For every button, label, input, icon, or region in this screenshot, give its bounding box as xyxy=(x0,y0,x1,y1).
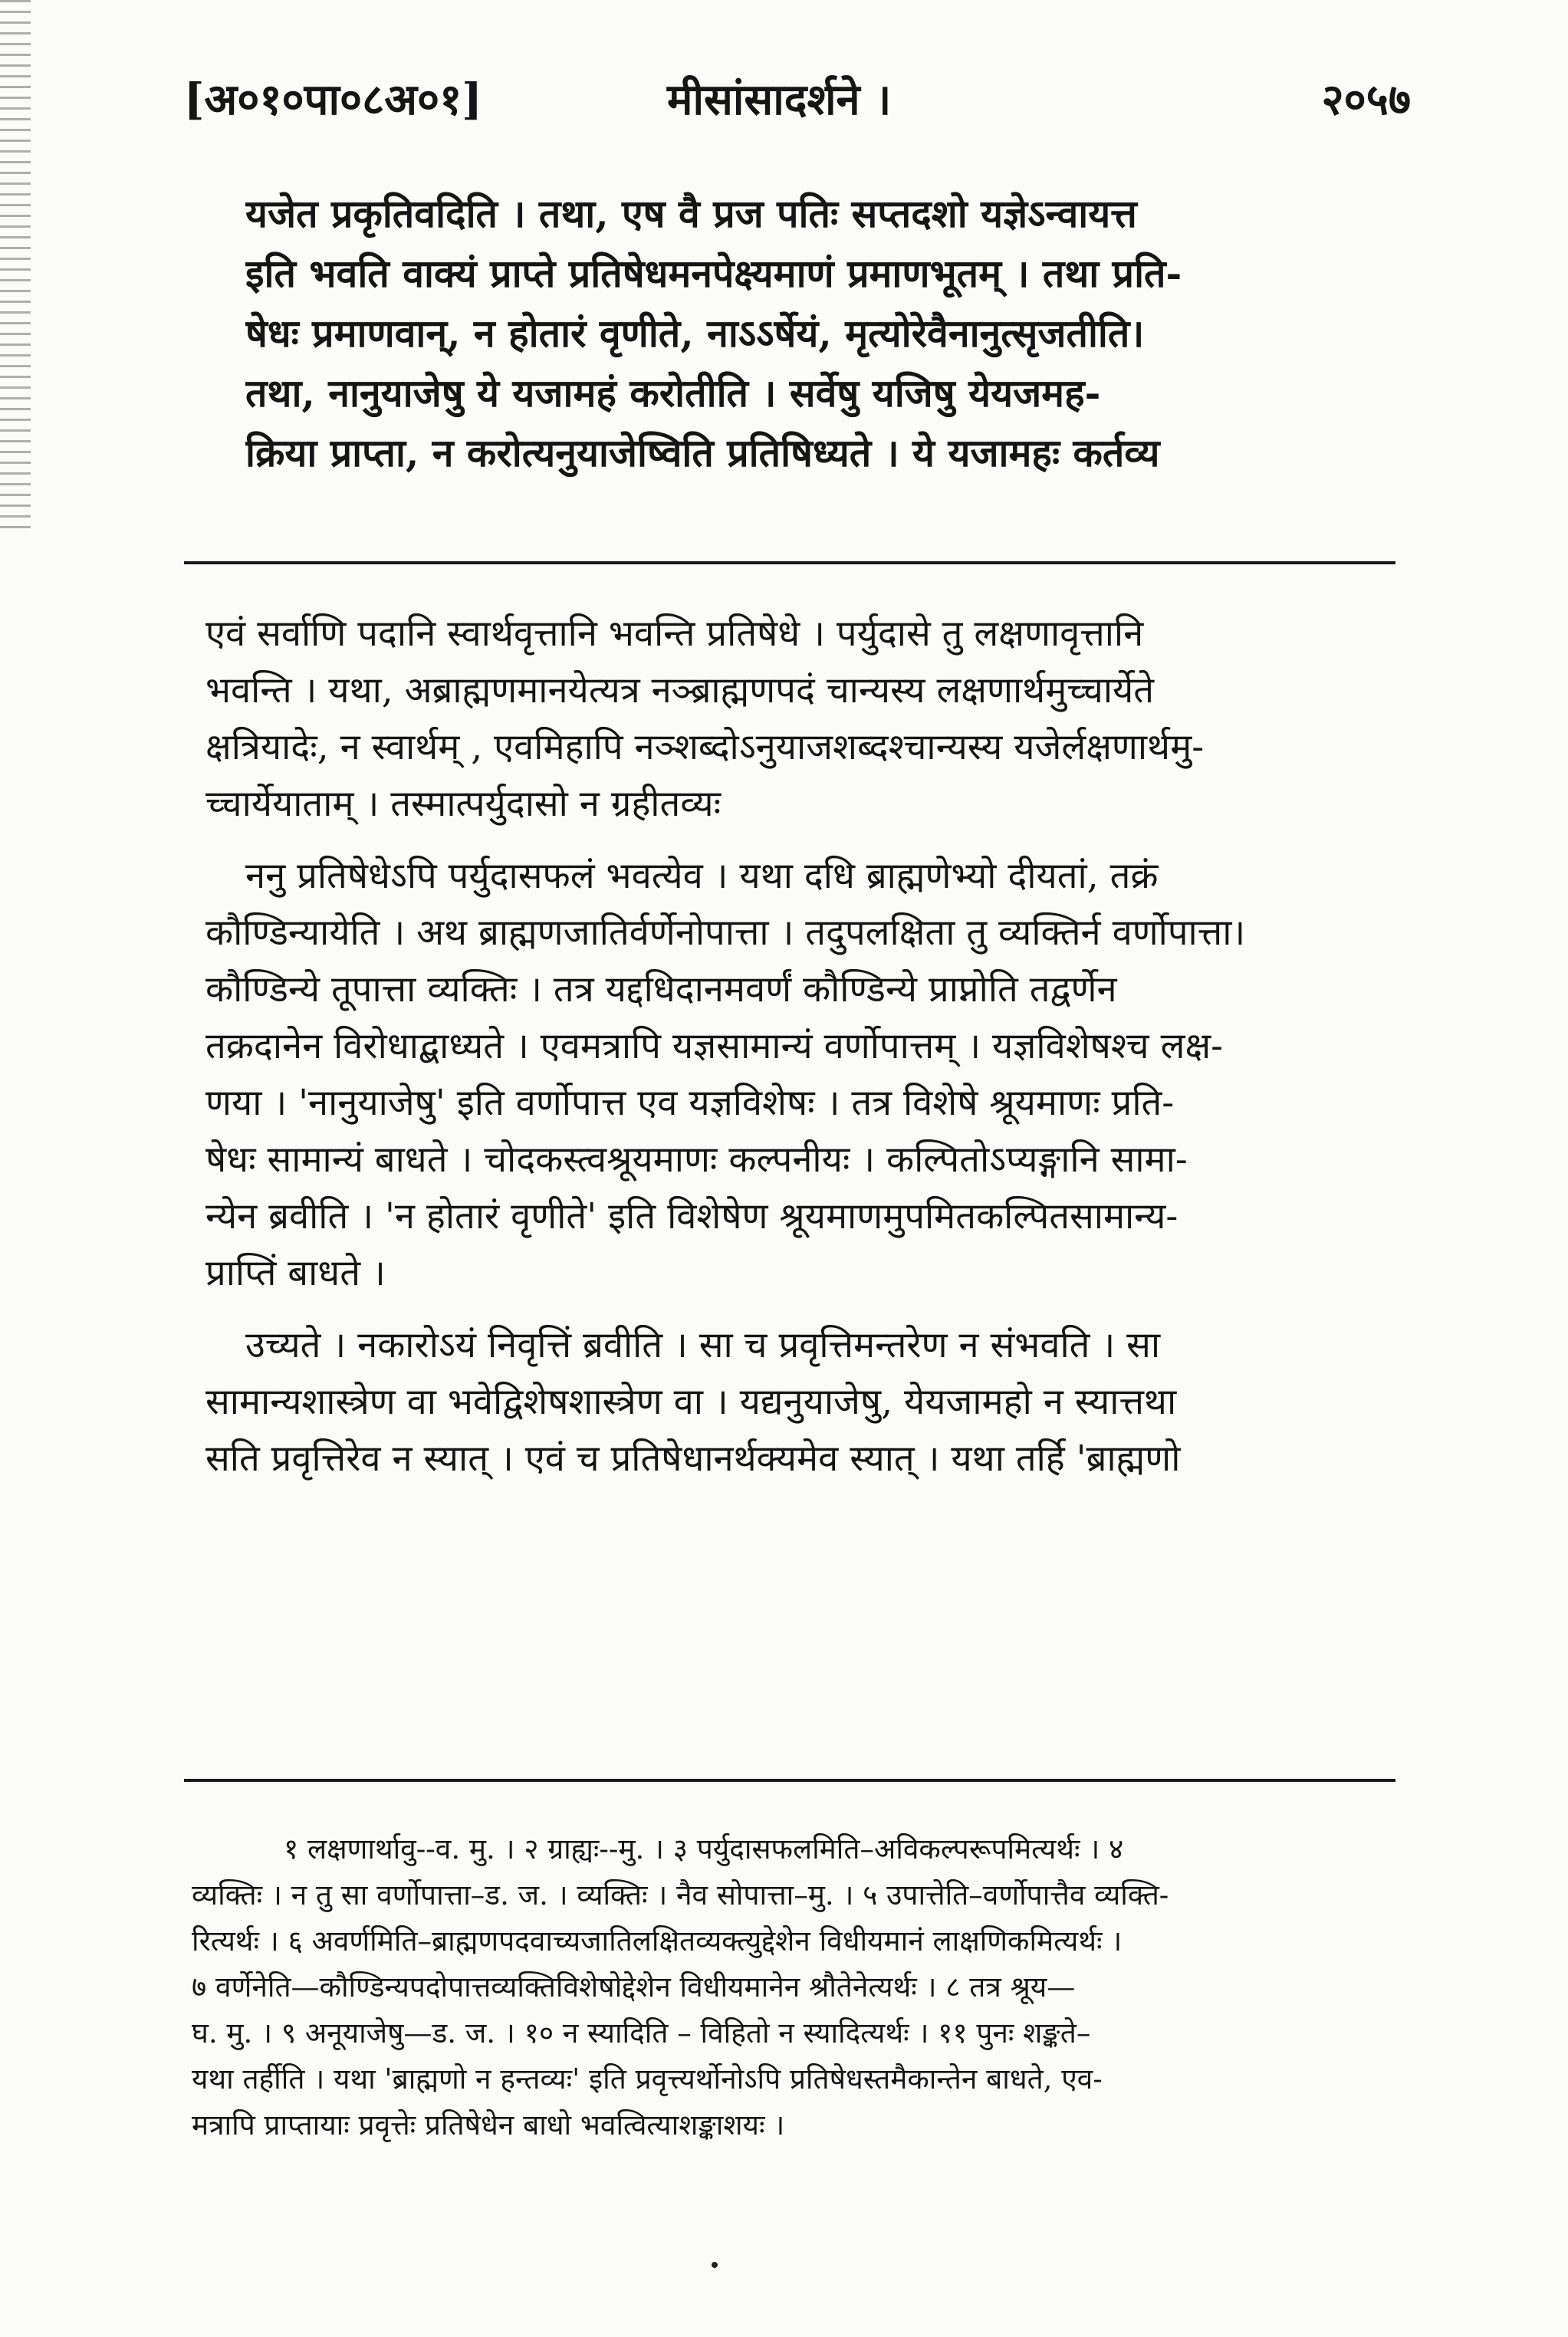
section-divider xyxy=(184,561,1395,564)
footnote-divider xyxy=(184,1779,1395,1782)
commentary-upper-text xyxy=(245,184,1380,483)
footnote-line: १ लक्षणार्थावु--व. मु. । २ ग्राह्यः--मु. । ३ पर्युदासफलमिति–अविकल्परूपमित्यर्थः । ४ xyxy=(284,1832,1124,1865)
commentary-main-text xyxy=(205,606,1402,1503)
page-number: २०५७ xyxy=(1321,74,1411,125)
text-line: क्रिया प्राप्ता, न करोत्यनुयाजेष्विति प्रतिषिध्यते । ये यजामहः कर्तव्य xyxy=(245,430,1160,475)
scan-edge-shadow xyxy=(0,0,31,537)
text-line: इति भवति वाक्यं प्राप्ते प्रतिषेधमनपेक्ष्यमाणं प्रमाणभूतम् । तथा प्रति- xyxy=(245,251,1182,296)
text-line: यजेत प्रकृतिवदिति । तथा, एष वै प्रज पतिः सप्तदशो यज्ञेऽन्वायत्त xyxy=(245,191,1137,236)
text-line: कौण्डिन्यायेति । अथ ब्राह्मणजातिर्वर्णेनोपात्ता । तदुपलक्षिता तु व्यक्तिर्न वर्णोपात्ता। xyxy=(205,912,1246,954)
paragraph xyxy=(205,1317,1402,1487)
text-line: भवन्ति । यथा, अब्राह्मणमानयेत्यत्र नञ्ब्राह्मणपदं चान्यस्य लक्षणार्थमुच्चार्येते xyxy=(205,669,1155,712)
text-line: प्राप्तिं बाधते । xyxy=(205,1252,386,1294)
text-line: च्चार्येयाताम् । तस्मात्पर्युदासो न ग्रहीतव्यः xyxy=(205,783,722,825)
running-title: मीसांसादर्शने । xyxy=(667,74,892,125)
text-line: उच्यते । नकारोऽयं निवृत्तिं ब्रवीति । सा च प्रवृत्तिमन्तरेण न संभवति । सा xyxy=(245,1324,1161,1366)
text-line: षेधः प्रमाणवान्, न होतारं वृणीते, नाऽऽर्षेयं, मृत्योरेवैनानुत्सृजतीति। xyxy=(245,311,1145,356)
text-line: तथा, नानुयाजेषु ये यजामहं करोतीति । सर्वेषु यजिषु येयजमह- xyxy=(245,370,1101,416)
text-line: ननु प्रतिषेधेऽपि पर्युदासफलं भवत्येव । यथा दधि ब्राह्मणेभ्यो दीयतां, तक्रं xyxy=(245,855,1159,897)
text-line: तक्रदानेन विरोधाद्बाध्यते । एवमत्रापि यज्ञसामान्यं वर्णोपात्तम् । यज्ञविशेषश्च लक्ष- xyxy=(205,1025,1224,1067)
text-line: क्षत्रियादेः, न स्वार्थम् , एवमिहापि नञ्शब्दोऽनुयाजशब्दश्चान्यस्य यजेर्लक्षणार्थमु- xyxy=(205,726,1205,768)
footnote-line: मत्रापि प्राप्तायाः प्रवृत्तेः प्रतिषेधेन बाधो भवत्वित्याशङ्काशयः । xyxy=(192,2109,785,2141)
footnote-line: यथा तर्हीति । यथा 'ब्राह्मणो न हन्तव्यः' इति प्रवृत्त्यर्थोनोऽपि प्रतिषेधस्तमैकान्तेन बाधते, एव- xyxy=(192,2063,1103,2095)
paragraph xyxy=(205,848,1402,1302)
text-line: कौण्डिन्ये तूपात्ता व्यक्तिः । तत्र यद्दधिदानमवर्णं कौण्डिन्ये प्राप्नोति तद्वर्णेन xyxy=(205,968,1117,1011)
paragraph xyxy=(205,606,1402,833)
text-line: न्येन ब्रवीति । 'न होतारं वृणीते' इति विशेषेण श्रूयमाणमुपमितकल्पितसामान्य- xyxy=(205,1195,1178,1238)
footnote-line: घ. मु. । ९ अनूयाजेषु—ड. ज. । १० न स्यादिति – विहितो न स्यादित्यर्थः । ११ पुनः शङ्कते– xyxy=(192,2017,1091,2049)
footnote-line: रित्यर्थः । ६ अवर्णमिति–ब्राह्मणपदवाच्यजातिलक्षितव्यक्त्युद्देशेन विधीयमानं लाक्षणिकमित्यर्थः । xyxy=(192,1924,1123,1957)
text-line: सामान्यशास्त्रेण वा भवेद्विशेषशास्त्रेण वा । यद्यनुयाजेषु, येयजामहो न स्यात्तथा xyxy=(205,1381,1177,1423)
print-mark xyxy=(712,2262,718,2268)
section-reference: [अ०१०पा०८अ०१] xyxy=(184,74,482,125)
text-line: एवं सर्वाणि पदानि स्वार्थवृत्तानि भवन्ति प्रतिषेधे । पर्युदासे तु लक्षणावृत्तानि xyxy=(205,613,1144,655)
text-line: सति प्रवृत्तिरेव न स्यात् । एवं च प्रतिषेधानर्थक्यमेव स्यात् । यथा तर्हि 'ब्राह्मणो xyxy=(205,1438,1181,1480)
page-header xyxy=(184,69,1411,130)
text-line: षेधः सामान्यं बाधते । चोदकस्त्वश्रूयमाणः कल्पनीयः । कल्पितोऽप्यङ्गानि सामा- xyxy=(205,1139,1188,1181)
footnote-line: ७ वर्णेनेति—कौण्डिन्यपदोपात्तव्यक्तिविशेषोद्देशेन विधीयमानेन श्रौतेनेत्यर्थः । ८ तत्र श्रूय— xyxy=(192,1971,1076,2003)
footnote-line: व्यक्तिः । न तु सा वर्णोपात्ता–ड. ज. । व्यक्तिः । नैव सोपात्ता–मु. । ५ उपात्तेति–वर्णोपात्तैव व्यक्ति- xyxy=(192,1878,1169,1911)
footnotes xyxy=(192,1826,1403,2148)
text-line: णया । 'नानुयाजेषु' इति वर्णोपात्त एव यज्ञविशेषः । तत्र विशेषे श्रूयमाणः प्रति- xyxy=(205,1082,1175,1124)
